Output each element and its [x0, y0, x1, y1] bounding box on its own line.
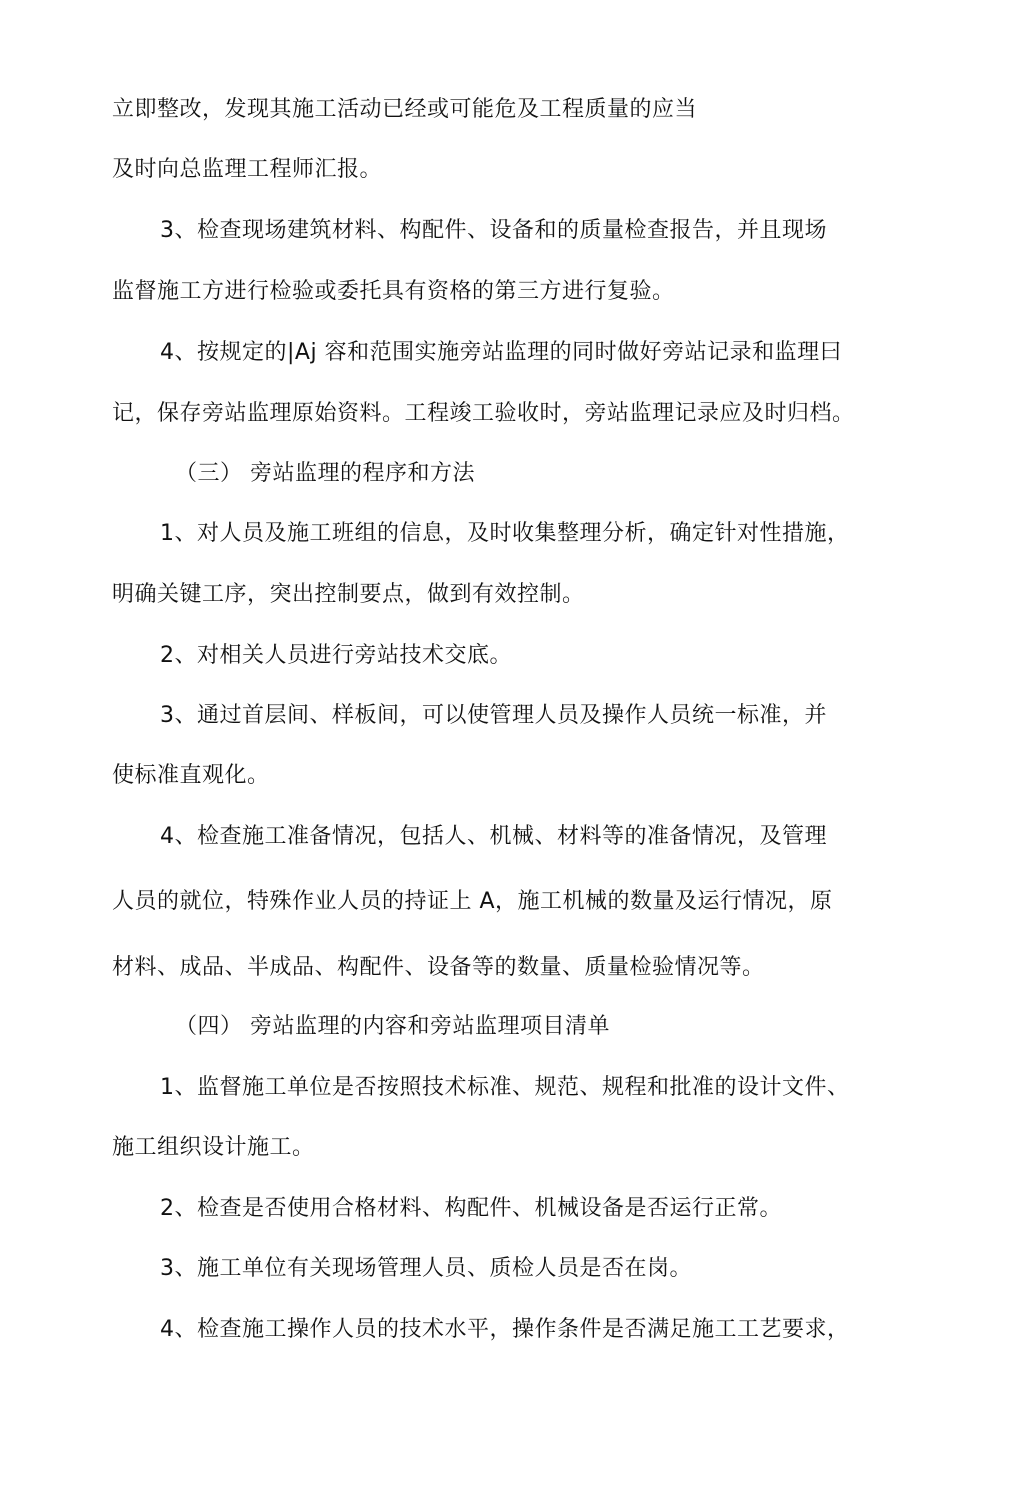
- paragraph-line: 使标准直观化。: [112, 763, 270, 788]
- paragraph-line: 明确关键工序，突出控制要点，做到有效控制。: [112, 582, 585, 607]
- paragraph-line: 4、检查施工准备情况，包括人、机械、材料等的准备情况，及管理: [160, 824, 827, 849]
- paragraph-line: 材料、成品、半成品、构配件、设备等的数量、质量检验情况等。: [112, 955, 765, 980]
- paragraph-line: 人员的就位，特殊作业人员的持证上 A，施工机械的数量及运行情况，原: [112, 889, 833, 914]
- paragraph-line: 3、通过首层间、样板间，可以使管理人员及操作人员统一标准，并: [160, 703, 827, 728]
- paragraph-line: 监督施工方进行检验或委托具有资格的第三方进行复验。: [112, 279, 675, 304]
- paragraph-line: 施工组织设计施工。: [112, 1135, 315, 1160]
- paragraph-line: 2、检查是否使用合格材料、构配件、机械设备是否运行正常。: [160, 1196, 782, 1221]
- section-heading: （三） 旁站监理的程序和方法: [175, 461, 475, 486]
- paragraph-line: 记，保存旁站监理原始资料。工程竣工验收时，旁站监理记录应及时归档。: [112, 401, 855, 426]
- paragraph-line: 1、监督施工单位是否按照技术标准、规范、规程和批准的设计文件、: [160, 1075, 850, 1100]
- paragraph-line: 立即整改，发现其施工活动已经或可能危及工程质量的应当: [112, 97, 698, 122]
- section-heading: （四） 旁站监理的内容和旁站监理项目清单: [175, 1014, 610, 1039]
- paragraph-line: 3、施工单位有关现场管理人员、质检人员是否在岗。: [160, 1256, 692, 1281]
- paragraph-line: 4、检查施工操作人员的技术水平，操作条件是否满足施工工艺要求，: [160, 1317, 850, 1342]
- paragraph-line: 3、检查现场建筑材料、构配件、设备和的质量检查报告，并且现场: [160, 218, 827, 243]
- paragraph-line: 1、对人员及施工班组的信息，及时收集整理分析，确定针对性措施，: [160, 521, 850, 546]
- paragraph-line: 2、对相关人员进行旁站技术交底。: [160, 643, 512, 668]
- paragraph-line: 及时向总监理工程师汇报。: [112, 157, 383, 182]
- paragraph-line: 4、按规定的|Aj 容和范围实施旁站监理的同时做好旁站记录和监理曰: [160, 340, 843, 365]
